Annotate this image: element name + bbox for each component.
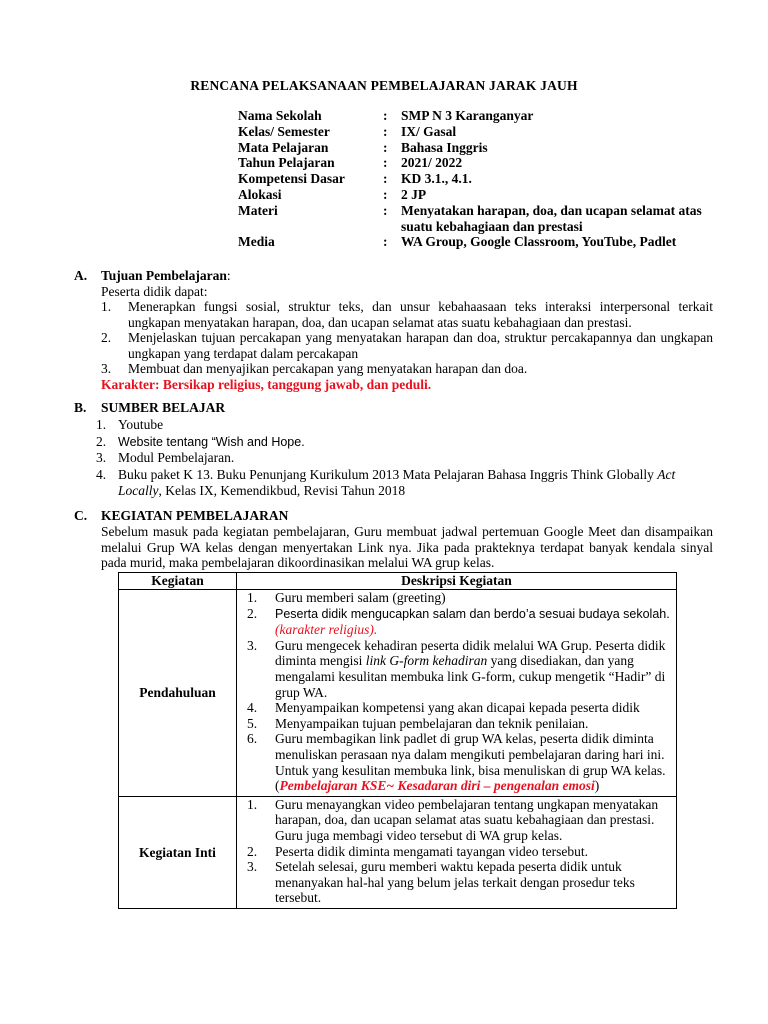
phase-label: Kegiatan Inti <box>119 796 237 908</box>
info-value: WA Group, Google Classroom, YouTube, Padlet <box>401 234 677 250</box>
list-text <box>118 467 716 500</box>
list-number: 3. <box>247 637 258 653</box>
list-item <box>101 330 713 361</box>
info-value: Menyatakan harapan, doa, dan ucapan selamat atas suatu kebahagiaan dan prestasi <box>401 202 702 234</box>
table-row <box>119 796 677 908</box>
list-text: Menyampaikan tujuan pembelajaran dan teknik penilaian. <box>275 715 589 731</box>
list-item <box>101 361 713 377</box>
list-item <box>247 700 670 716</box>
info-label: Mata Pelajaran <box>238 139 329 155</box>
list-item <box>247 797 670 844</box>
list-item <box>247 731 670 793</box>
info-row <box>238 124 711 140</box>
list-item <box>96 434 716 451</box>
section-c-intro: Sebelum masuk pada kegiatan pembelajaran, Guru membuat jadwal pertemuan Google Meet dan disampaikan melalui Grup WA kelas dengan menyertakan Link nya. Jika pada prakteknya terdapat banyak kendala sinyal pada murid, maka pembelajaran dikoordinasikan melalui WA grup kelas. <box>101 524 713 571</box>
list-item <box>247 590 670 606</box>
table-header: Kegiatan <box>119 573 237 590</box>
list-text: Menyampaikan kompetensi yang akan dicapai kepada peserta didik <box>275 700 640 716</box>
list-number: 4. <box>96 466 107 482</box>
list-number: 1. <box>96 417 107 432</box>
section-heading: KEGIATAN PEMBELAJARAN <box>101 508 289 523</box>
info-value: 2 JP <box>401 186 427 202</box>
list-number: 5. <box>247 715 258 731</box>
list-text-part: Peserta didik mengucapkan salam dan berdo’a sesuai budaya sekolah. <box>275 606 670 621</box>
phase-activities <box>237 796 677 908</box>
list-number: 3. <box>96 450 107 465</box>
table-header: Deskripsi Kegiatan <box>237 573 677 590</box>
list-number: 4. <box>247 700 258 716</box>
table-header-row <box>119 573 677 590</box>
section-c-heading <box>74 508 288 524</box>
info-colon: : <box>383 108 388 123</box>
list-text-part: ) <box>594 778 600 794</box>
list-item <box>247 606 670 638</box>
identity-block <box>238 108 711 250</box>
list-number: 3. <box>101 361 112 377</box>
info-colon: : <box>383 171 388 187</box>
sources-list <box>96 417 716 500</box>
objectives-list <box>101 299 713 393</box>
kse-note: Pembelajaran KSE~ Kesadaran diri – pengenalan emosi <box>279 778 595 794</box>
list-item <box>247 638 670 700</box>
list-text: Website tentang “Wish and Hope. <box>118 434 305 449</box>
list-text: Modul Pembelajaran. <box>118 450 235 465</box>
info-row <box>238 234 711 250</box>
list-text: Setelah selesai, guru memberi waktu kepada peserta didik untuk menanyakan hal-hal yang belum jelas terkait dengan prosedur teks tersebut. <box>275 859 635 906</box>
list-text: Peserta didik diminta mengamati tayangan video tersebut. <box>275 843 589 859</box>
info-colon: : <box>383 123 388 139</box>
section-letter: B. <box>74 400 87 415</box>
list-number: 1. <box>247 590 258 605</box>
section-b-heading <box>74 400 225 416</box>
list-text-part: yang disediakan, dan yang mengalami kesulitan membuka link G-form, cukup mengetik “Hadir” di grup WA. <box>275 653 666 700</box>
list-text <box>275 731 670 793</box>
section-letter: C. <box>74 508 88 523</box>
info-row <box>238 155 711 171</box>
list-number: 2. <box>101 330 112 346</box>
list-number: 2. <box>247 843 258 859</box>
section-a-heading <box>74 268 231 284</box>
info-label: Tahun Pelajaran <box>238 155 335 171</box>
info-colon: : <box>383 155 388 171</box>
list-number: 3. <box>247 859 258 875</box>
list-item <box>247 844 670 860</box>
info-colon: : <box>383 202 388 218</box>
info-value: IX/ Gasal <box>401 123 457 139</box>
phase-label: Pendahuluan <box>119 590 237 797</box>
list-text <box>275 606 670 638</box>
italic-term: link G-form kehadiran <box>365 653 488 669</box>
section-heading: Tujuan Pembelajaran <box>101 268 227 283</box>
info-row <box>238 187 711 203</box>
section-heading: SUMBER BELAJAR <box>101 400 226 415</box>
phase-activities <box>237 590 677 797</box>
info-colon: : <box>383 234 388 250</box>
info-label: Materi <box>238 202 278 218</box>
list-text-part: , Kelas IX, Kemendikbud, Revisi Tahun 2018 <box>158 483 406 498</box>
info-row <box>238 171 711 187</box>
heading-colon: : <box>226 268 231 283</box>
list-text: Menerapkan fungsi sosial, struktur teks, dan unsur kebahaasaan teks interaksi interpersonal terkait ungkapan menyatakan harapan, doa, dan ucapan selamat atas suatu kebahagiaan dan prestasi. <box>128 299 713 330</box>
list-text: Membuat dan menyajikan percakapan yang menyatakan harapan dan doa. <box>128 361 528 377</box>
list-item <box>96 467 716 500</box>
info-colon: : <box>383 186 388 202</box>
section-letter: A. <box>74 268 88 283</box>
list-text: Guru memberi salam (greeting) <box>275 590 446 605</box>
list-text-part: Buku paket K 13. Buku Penunjang Kurikulum 2013 Mata Pelajaran Bahasa Inggris Think Globally <box>118 466 658 482</box>
list-number: 1. <box>247 796 258 812</box>
list-text-part: Guru mengecek kehadiran peserta didik melalui WA Grup. Peserta didik diminta mengisi <box>275 637 666 669</box>
info-label: Kompetensi Dasar <box>238 171 345 187</box>
info-value: 2021/ 2022 <box>401 155 463 171</box>
list-number: 2. <box>96 433 107 449</box>
list-item <box>101 299 713 330</box>
list-number: 2. <box>247 605 258 621</box>
info-row <box>238 108 711 124</box>
list-number: 6. <box>247 731 258 747</box>
info-row <box>238 203 711 235</box>
karakter-note: Karakter: Bersikap religius, tanggung jawab, dan peduli. <box>101 376 432 392</box>
info-colon: : <box>383 139 388 155</box>
list-number: 1. <box>101 299 112 314</box>
info-label: Alokasi <box>238 186 282 202</box>
table-row <box>119 590 677 797</box>
list-text-part: Guru membagikan link padlet di grup WA kelas, peserta didik diminta menuliskan perasaan nya dalam mengikuti pembelajaran daring hari ini. Untuk yang kesulitan membuka link, bisa menuliskan di grup WA kelas. ( <box>275 731 666 794</box>
italic-title: Act Locally <box>118 466 676 498</box>
info-row <box>238 140 711 156</box>
list-text: Guru menayangkan video pembelajaran tentang ungkapan menyatakan harapan, doa, dan ucapan selamat atas suatu kebahagiaan dan prestasi. Guru juga membagi video tersebut di WA grup kelas. <box>275 796 659 843</box>
info-label: Nama Sekolah <box>238 108 322 123</box>
list-text <box>275 638 670 700</box>
info-label: Kelas/ Semester <box>238 123 330 139</box>
list-item <box>247 716 670 732</box>
info-value: KD 3.1., 4.1. <box>401 171 472 187</box>
document-title: RENCANA PELAKSANAAN PEMBELAJARAN JARAK JAUH <box>190 78 578 93</box>
list-item <box>96 417 716 434</box>
info-value: SMP N 3 Karanganyar <box>401 108 534 123</box>
list-text: Menjelaskan tujuan percakapan yang menyatakan harapan dan doa, struktur percakapannya dan ungkapan ungkapan yang terdapat dalam percakapan <box>128 330 713 361</box>
info-label: Media <box>238 234 275 250</box>
section-a-body <box>101 284 713 300</box>
list-item <box>96 450 716 467</box>
activities-table <box>118 572 677 909</box>
section-intro: Peserta didik dapat: <box>101 284 208 299</box>
info-value: Bahasa Inggris <box>401 139 488 155</box>
list-item <box>247 859 670 906</box>
karakter-tag: (karakter religius). <box>275 622 378 638</box>
list-text: Youtube <box>118 417 164 432</box>
